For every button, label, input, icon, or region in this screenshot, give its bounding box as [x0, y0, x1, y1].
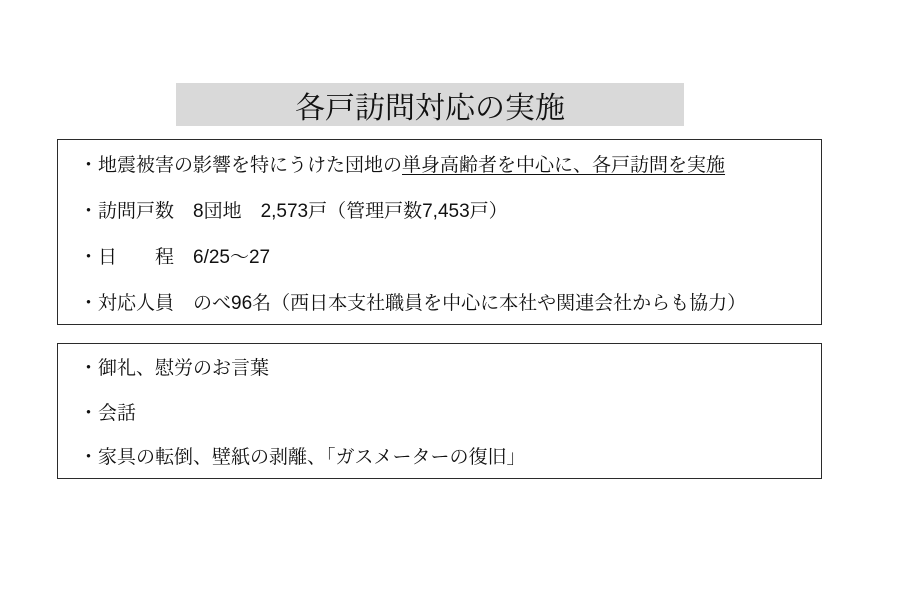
bullet-line-visit-target	[79, 140, 809, 186]
bullet-text: ・対応人員 のべ96名（西日本支社職員を中心に本社や関連会社からも協力）	[79, 292, 747, 314]
bullet-line-schedule	[79, 232, 809, 278]
bullet-line-conversation	[79, 389, 809, 434]
bullet-text: ・会話	[79, 402, 137, 424]
bullet-text-underlined: 単身高齢者を中心に、各戸訪問を実施	[402, 154, 726, 176]
bullet-text: ・日 程 6/25～27	[79, 246, 271, 268]
title-banner	[176, 83, 684, 126]
visit-feedback-box	[57, 343, 822, 479]
visit-summary-box	[57, 139, 822, 325]
bullet-text: ・御礼、慰労のお言葉	[79, 357, 270, 379]
bullet-text: ・地震被害の影響を特にうけた団地の	[79, 154, 403, 176]
bullet-text: ・家具の転倒、壁紙の剥離、「ガスメーターの復旧」	[79, 447, 526, 469]
bullet-line-staff	[79, 278, 809, 324]
bullet-line-thanks	[79, 344, 809, 389]
bullet-line-visit-households	[79, 186, 809, 232]
bullet-line-damage-reports	[79, 433, 809, 478]
slide-title: 各戸訪問対応の実施	[295, 91, 565, 125]
bullet-text: ・訪問戸数 8団地 2,573戸（管理戸数7,453戸）	[79, 200, 508, 222]
